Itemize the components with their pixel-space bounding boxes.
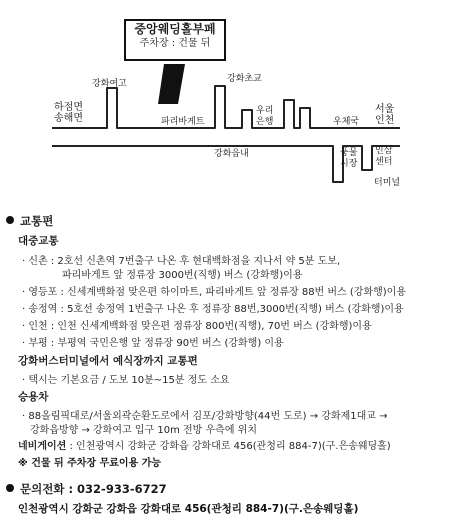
map-label-terminal: 터미널 <box>374 178 401 188</box>
map-label-school: 강화여고 <box>92 79 127 89</box>
destination-pointer-icon <box>158 64 185 104</box>
navigation-line <box>18 437 391 452</box>
location-map <box>0 0 458 205</box>
destination-box <box>124 19 226 61</box>
car-route-line: · 88올림픽대로/서울외곽순환도로에서 김포/강화방향(44번 도로) → 강화제1대교 → <box>22 411 388 422</box>
map-label-seoul: 서울 인천 <box>375 104 395 126</box>
car-title: 승용차 <box>18 391 49 403</box>
destination-parking: 주차장 : 건물 뒤 <box>139 38 211 49</box>
bullet-icon <box>6 484 14 492</box>
route-line: · 송정역 : 5호선 송정역 1번출구 나온 후 정류장 88번,3000번(직행) 버스 (강화행)이용 <box>22 304 404 315</box>
map-label-market: 풍물 시장 <box>340 148 358 169</box>
map-label-elementary: 강화초교 <box>227 74 262 84</box>
map-label-town: 강화읍내 <box>214 149 249 159</box>
car-route-line: 강화읍방향 → 강화여고 입구 10m 전방 우측에 위치 <box>30 425 257 436</box>
route-line: · 인천 : 인천 신세계백화점 맞은편 정류장 800번(직행), 70번 버스 (강화행)이용 <box>22 321 372 332</box>
map-label-hajeom: 하점면 송해면 <box>54 102 83 124</box>
contact-heading: 문의전화 : 032-933-6727 <box>6 481 167 497</box>
destination-title: 중앙웨딩홀부페 <box>134 22 216 36</box>
terminal-route-title: 강화버스터미널에서 예식장까지 교통편 <box>18 355 198 367</box>
public-transport-title: 대중교통 <box>18 235 59 247</box>
navigation-address: : 인천광역시 강화군 강화읍 강화대로 456(관청리 884-7)(구.은송웨딩홀) <box>66 441 391 452</box>
map-label-paris: 파리바게트 <box>161 117 205 127</box>
transport-heading: 교통편 <box>6 213 53 229</box>
route-line: 파리바게트 앞 정류장 3000번(직행) 버스 (강화행)이용 <box>62 270 303 281</box>
bullet-icon <box>6 216 14 224</box>
parking-note: ※ 건물 뒤 주차장 무료이용 가능 <box>18 458 162 469</box>
navigation-label: 네비게이션 <box>18 441 67 452</box>
route-line: · 부평 : 부평역 국민은행 앞 정류장 90번 버스 (강화행) 이용 <box>22 338 284 349</box>
route-line: · 신촌 : 2호선 신촌역 7번출구 나온 후 현대백화점을 지나서 약 5분 도보, <box>22 256 341 267</box>
terminal-route-line: · 택시는 기본요금 / 도보 10분~15분 정도 소요 <box>22 375 230 386</box>
map-label-woori: 우리 은행 <box>256 106 274 127</box>
contact-address: 인천광역시 강화군 강화읍 강화대로 456(관청리 884-7)(구.은송웨딩홀) <box>18 503 359 515</box>
route-line: · 영등포 : 신세계백화점 맞은편 하이마트, 파리바게트 앞 정류장 88번 버스 (강화행)이용 <box>22 287 406 298</box>
map-label-post: 우체국 <box>333 117 360 127</box>
map-label-center: 인삼 센터 <box>375 146 393 167</box>
